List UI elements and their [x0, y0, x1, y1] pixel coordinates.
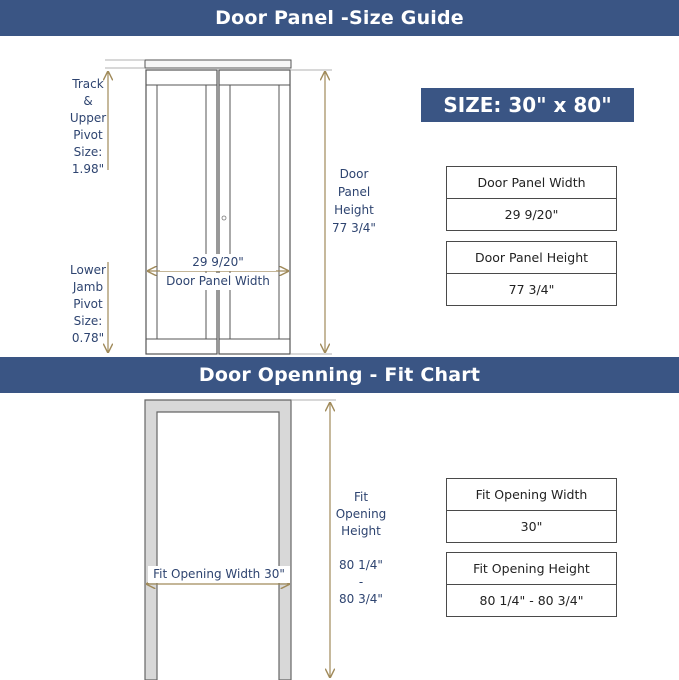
panel-height-spec — [446, 241, 617, 306]
size-guide-header: Door Panel -Size Guide — [0, 0, 679, 36]
panel-width-caption: Door Panel Width — [160, 273, 276, 290]
spec-value: 30" — [520, 519, 543, 534]
opening-width-spec — [446, 478, 617, 543]
door-opening-frame — [145, 400, 336, 680]
spec-title: Fit Opening Width — [447, 479, 616, 511]
size-badge: SIZE: 30" x 80" — [421, 88, 634, 122]
panel-width-value: 29 9/20" — [160, 254, 276, 271]
door-panel-right — [219, 70, 290, 354]
spec-title: Door Panel Height — [447, 242, 616, 274]
opening-height-spec — [446, 552, 617, 617]
top-track — [105, 60, 291, 68]
door-panel-left — [146, 70, 217, 354]
opening-height-label: Fit Opening Height 80 1/4" - 80 3/4" — [335, 490, 387, 606]
spec-value: 80 1/4" - 80 3/4" — [479, 593, 584, 608]
panel-width-spec — [446, 166, 617, 231]
lower-jamb-pivot-label: Lower Jamb Pivot Size: 0.78" — [70, 263, 106, 345]
track-pivot-label: Track & Upper Pivot Size: 1.98" — [69, 77, 107, 176]
opening-width-label: Fit Opening Width 30" — [148, 566, 290, 583]
fit-chart-header: Door Openning - Fit Chart — [0, 357, 679, 393]
panel-height-label: Door Panel Height 77 3/4" — [332, 167, 376, 235]
spec-title: Fit Opening Height — [447, 553, 616, 585]
spec-value: 29 9/20" — [504, 207, 559, 222]
spec-value: 77 3/4" — [508, 282, 555, 297]
spec-title: Door Panel Width — [447, 167, 616, 199]
